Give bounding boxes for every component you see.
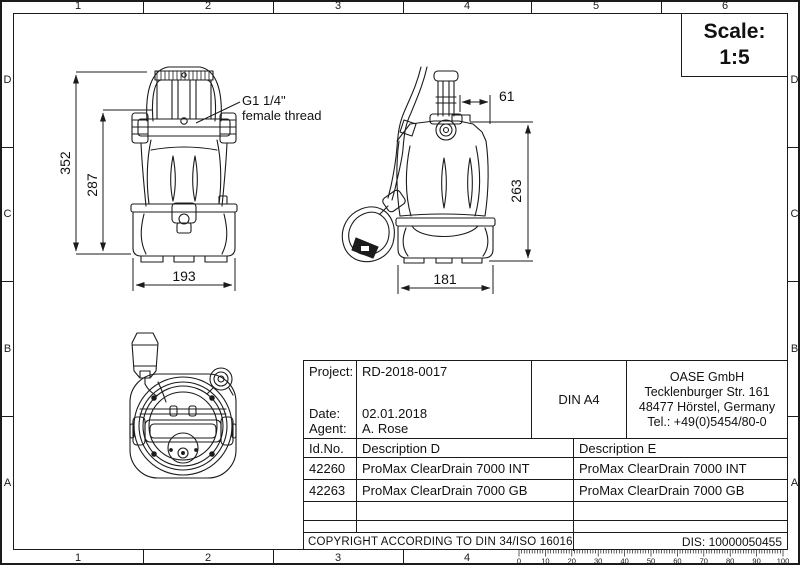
grid-tick [0, 416, 13, 417]
ruler-label: 10 [541, 556, 550, 565]
ruler-label: 20 [567, 556, 576, 565]
agent-label: Agent: [309, 421, 347, 436]
grid-tick [0, 281, 13, 282]
grid-row-label: B [790, 343, 799, 355]
grid-col-label: 5 [592, 0, 600, 12]
dim-side-width-label: 181 [433, 271, 457, 287]
row-id: 42263 [309, 483, 346, 498]
project-values-cell [356, 361, 531, 438]
grid-tick [788, 147, 800, 148]
company-name: OASE GmbH [669, 369, 745, 384]
company-street: Tecklenburger Str. 161 [644, 384, 770, 399]
ruler-label: 40 [620, 556, 629, 565]
agent-value: A. Rose [362, 421, 409, 436]
grid-tick [143, 550, 144, 565]
grid-row-label: C [790, 208, 799, 220]
copyright-row [304, 532, 787, 551]
company-cell [626, 361, 787, 438]
scale-value: 1:5 [719, 46, 750, 69]
grid-tick [531, 0, 532, 13]
grid-tick [788, 416, 800, 417]
ruler-label: 60 [673, 556, 682, 565]
date-value: 02.01.2018 [362, 406, 428, 421]
ruler-label: 50 [646, 556, 656, 565]
table-row [304, 479, 787, 501]
grid-col-label: 2 [204, 552, 212, 564]
grid-col-label: 6 [721, 0, 729, 12]
grid-tick [661, 0, 662, 13]
ruler-label: 90 [752, 556, 761, 565]
grid-tick [788, 281, 800, 282]
table-row-empty [304, 501, 787, 520]
grid-col-label: 4 [463, 0, 471, 12]
title-block-top-section [304, 361, 787, 438]
paper-format-cell [531, 361, 626, 438]
reference-ruler [516, 550, 792, 565]
project-labels-cell [304, 361, 356, 438]
scale-label: Scale: [703, 20, 766, 43]
table-row-empty [304, 520, 787, 532]
grid-row-label: A [3, 477, 12, 489]
grid-tick [0, 147, 13, 148]
grid-tick [273, 550, 274, 565]
ruler-label: 100 [776, 556, 790, 565]
grid-tick [273, 0, 274, 13]
header-id: Id.No. [309, 440, 344, 456]
row-id: 42260 [309, 461, 346, 476]
header-desc-d: Description D [356, 439, 573, 457]
grid-col-label: 4 [463, 552, 471, 564]
row-desc-e: ProMax ClearDrain 7000 GB [573, 480, 787, 501]
grid-row-label: B [3, 343, 12, 355]
scale-box [681, 13, 788, 77]
grid-row-label: D [790, 74, 799, 86]
thread-note-line2: female thread [242, 108, 322, 123]
dim-side-height-label: 263 [508, 179, 524, 203]
grid-col-label: 1 [74, 0, 82, 12]
ruler-label: 70 [699, 556, 708, 565]
ruler-label: 80 [726, 556, 735, 565]
grid-col-label: 2 [204, 0, 212, 12]
title-block [303, 360, 788, 550]
dim-overall-height-label: 352 [57, 151, 73, 175]
grid-col-label: 1 [74, 552, 82, 564]
grid-col-label: 3 [334, 552, 342, 564]
row-desc-d: ProMax ClearDrain 7000 GB [356, 480, 573, 501]
ruler-label: 30 [594, 556, 603, 565]
grid-tick [403, 550, 404, 565]
row-desc-d: ProMax ClearDrain 7000 INT [356, 458, 573, 479]
company-city: 48477 Hörstel, Germany [638, 399, 776, 414]
dim-outlet-offset-label: 61 [499, 88, 515, 104]
parts-table-header [304, 438, 787, 457]
dis-number: DIS: 10000050455 [573, 533, 787, 551]
project-value: RD-2018-0017 [362, 364, 448, 379]
company-phone: Tel.: +49(0)5454/80-0 [647, 414, 767, 429]
grid-row-label: A [790, 477, 799, 489]
grid-row-label: D [3, 74, 12, 86]
row-desc-e: ProMax ClearDrain 7000 INT [573, 458, 787, 479]
grid-col-label: 3 [334, 0, 342, 12]
grid-row-label: C [3, 208, 12, 220]
ruler-label: 0 [516, 556, 522, 565]
dim-body-height-label: 287 [84, 173, 100, 197]
thread-note-line1: G1 1/4" [242, 93, 286, 108]
header-desc-e: Description E [573, 439, 787, 457]
grid-tick [403, 0, 404, 13]
dim-width-label: 193 [172, 268, 196, 284]
copyright-note: COPYRIGHT ACCORDING TO DIN 34/ISO 16016 [308, 536, 573, 548]
grid-tick [143, 0, 144, 13]
project-label: Project: [309, 364, 354, 379]
paper-format: DIN A4 [558, 392, 600, 407]
date-label: Date: [309, 406, 341, 421]
table-row [304, 457, 787, 479]
